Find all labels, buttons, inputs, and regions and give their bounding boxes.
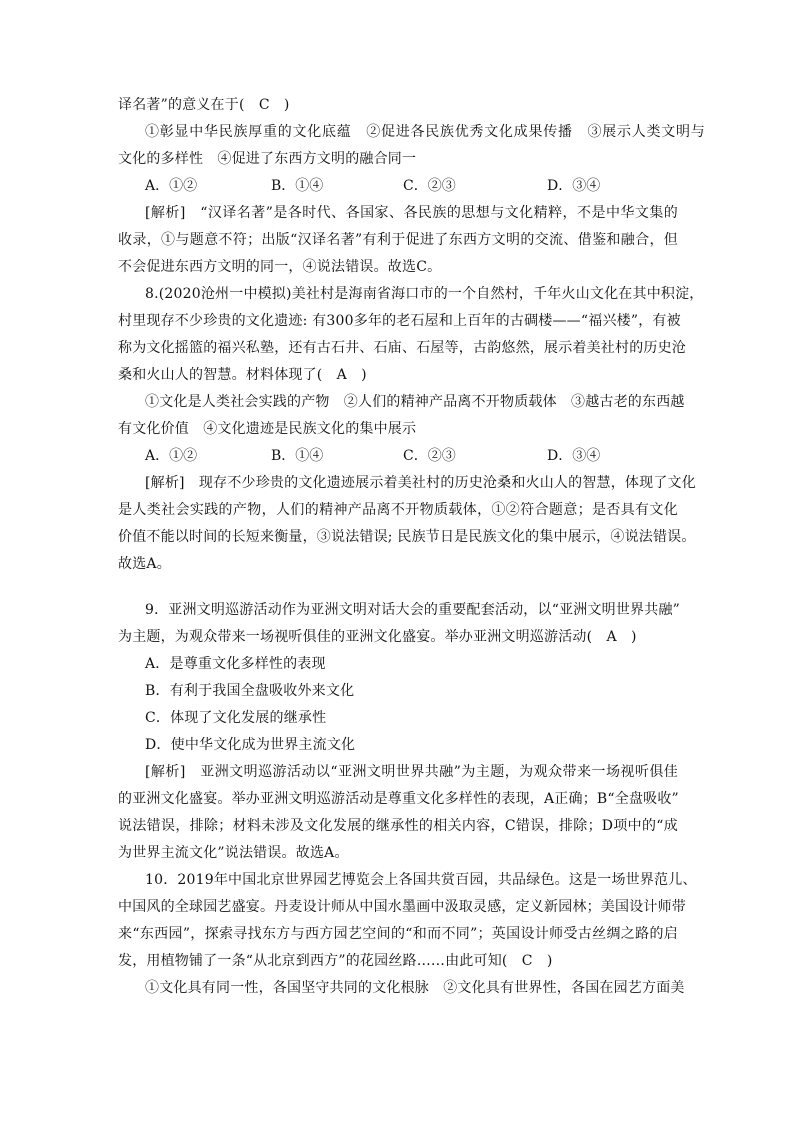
- q10-stem-line1: 10．2019年中国北京世界园艺博览会上各国共赏百园，共品绿色。这是一场世界范儿、: [145, 872, 697, 888]
- q7-analysis-line1: [解析] “汉译名著”是各时代、各国家、各民族的思想与文化精粹，不是中华文集的: [145, 205, 678, 221]
- q9-analysis-line3: 说法错误，排除；材料未涉及文化发展的继承性的相关内容，C错误，排除；D项中的“成: [118, 818, 678, 834]
- q8-stem-line3: 称为文化摇篮的福兴私塾，还有古石井、石庙、石屋等，古韵悠然，展示着美社村的历史沧: [118, 340, 686, 356]
- q7-options: [145, 173, 665, 199]
- q8-analysis-line3: 价值不能以时间的长短来衡量，③说法错误; 民族节日是民族文化的集中展示，④说法错误。: [118, 529, 696, 545]
- q9-analysis-line4: 为世界主流文化”说法错误。故选A。: [118, 845, 349, 861]
- q8-option-b: B．①④: [271, 448, 324, 464]
- q8-statements-line1: ①文化是人类社会实践的产物 ②人们的精神产品离不开物质载体 ③越古老的东西越: [145, 394, 685, 410]
- q7-option-a: A．①②: [145, 178, 198, 194]
- q8-analysis-line2: 是人类社会实践的产物，人们的精神产品离不开物质载体，①②符合题意；是否具有文化: [118, 502, 678, 518]
- q8-option-a: A．①②: [145, 448, 198, 464]
- q7-analysis-line3: 不会促进东西方文明的同一，④说法错误。故选C。: [118, 259, 442, 275]
- q8-statements-line2: 有文化价值 ④文化遗迹是民族文化的集中展示: [118, 421, 417, 437]
- q10-statements-line1: ①文化具有同一性，各国坚守共同的文化根脉 ②文化具有世界性，各国在园艺方面美: [145, 980, 685, 996]
- q9-option-a: A．是尊重文化多样性的表现: [145, 656, 326, 672]
- q9-option-d: D．使中华文化成为世界主流文化: [145, 737, 356, 753]
- q10-stem-line4: 发，用植物铺了一条“从北京到西方”的花园丝路……由此可知( C ): [118, 953, 553, 969]
- q9-analysis-line2: 的亚洲文化盛宴。举办亚洲文明巡游活动是尊重文化多样性的表现，A正确；B“全盘吸收”: [118, 791, 679, 807]
- q8-analysis-line4: 故选A。: [118, 556, 171, 572]
- q9-option-c: C．体现了文化发展的继承性: [145, 710, 327, 726]
- q7-option-b: B．①④: [271, 178, 324, 194]
- q7-stem-end: 译名著”的意义在于( C ): [118, 97, 290, 113]
- q7-analysis-line2: 收录，①与题意不符；出版“汉译名著”有利于促进了东西方文明的交流、借鉴和融合，但: [118, 232, 678, 248]
- q8-option-c: C．②③: [403, 448, 456, 464]
- q9-analysis-line1: [解析] 亚洲文明巡游活动以“亚洲文明世界共融”为主题，为观众带来一场视听俱佳: [145, 764, 678, 780]
- q8-stem-line2: 村里现存不少珍贵的文化遗迹: 有300多年的老石屋和上百年的古碉楼——“福兴楼”，有被: [118, 313, 681, 329]
- q7-option-d: D．③④: [547, 178, 601, 194]
- q8-stem-line1: 8.(2020沧州一中模拟)美社村是海南省海口市的一个自然村，千年火山文化在其中积淀，: [145, 286, 704, 302]
- q7-statements-line2: 文化的多样性 ④促进了东西方文明的融合同一: [118, 151, 417, 167]
- q9-option-b: B．有利于我国全盘吸收外来文化: [145, 683, 355, 699]
- q8-analysis-line1: [解析] 现存不少珍贵的文化遗迹展示着美社村的历史沧桑和火山人的智慧，体现了文化: [145, 475, 696, 491]
- q8-stem-line4: 桑和火山人的智慧。材料体现了( A ): [118, 367, 367, 383]
- q10-stem-line3: 来“东西园”，探索寻找东方与西方园艺空间的“和而不同”；英国设计师受古丝绸之路的启: [118, 926, 678, 942]
- q7-statements-line1: ①彰显中华民族厚重的文化底蕴 ②促进各民族优秀文化成果传播 ③展示人类文明与: [145, 124, 705, 140]
- q10-stem-line2: 中国风的全球园艺盛宴。丹麦设计师从中国水墨画中汲取灵感，定义新园林；美国设计师带: [118, 899, 686, 915]
- q8-option-d: D．③④: [547, 448, 601, 464]
- q8-options: [145, 443, 665, 469]
- q9-stem-line2: 为主题，为观众带来一场视听俱佳的亚洲文化盛宴。举办亚洲文明巡游活动( A ): [118, 629, 637, 645]
- q9-stem-line1: 9．亚洲文明巡游活动作为亚洲文明对话大会的重要配套活动，以“亚洲文明世界共融”: [145, 602, 681, 618]
- q7-option-c: C．②③: [403, 178, 456, 194]
